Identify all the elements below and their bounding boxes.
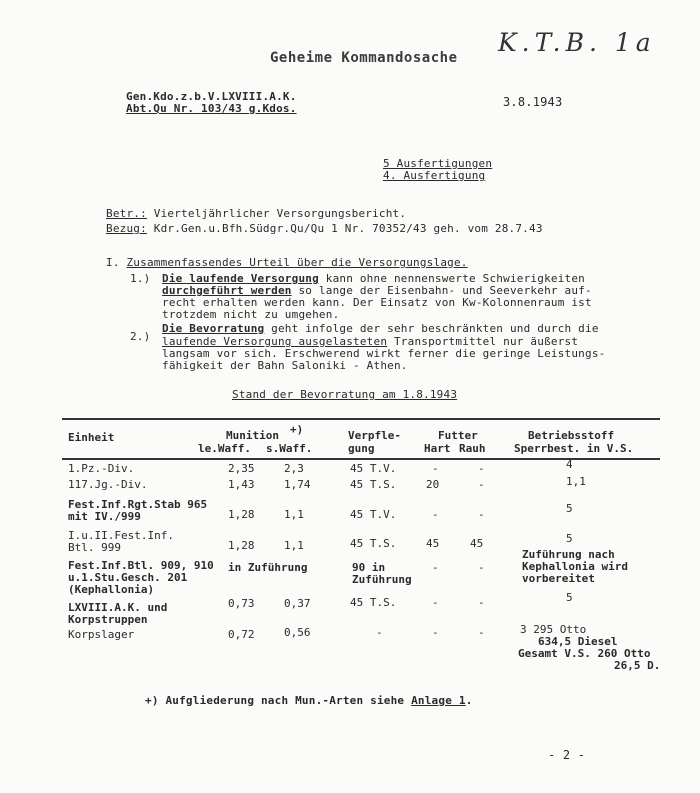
row-6-betr: 5 xyxy=(566,591,573,604)
row-6-verpf: 45 T.S. xyxy=(350,596,397,609)
header-le-waff: le.Waff. xyxy=(198,442,251,455)
footnote xyxy=(145,694,473,707)
paragraph-1-number: 1.) xyxy=(130,272,151,285)
header-munition-mark: +) xyxy=(290,423,304,436)
row-2-rauh: - xyxy=(478,478,485,491)
row-4-le: 1,28 xyxy=(228,539,255,552)
row-4-rauh: 45 xyxy=(470,537,484,550)
section-number: I. xyxy=(106,256,120,269)
copies-total: 5 Ausfertigungen xyxy=(383,157,493,170)
row-3-betr: 5 xyxy=(566,502,573,515)
paragraph-text: so lange der Eisenbahn- und Seeverkehr auf- xyxy=(291,284,592,297)
table-title: Stand der Bevorratung am 1.8.1943 xyxy=(232,388,458,401)
paragraph-1-line-3: recht erhalten werden kann. Der Einsatz von Kw-Kolonnenraum ist xyxy=(162,296,592,309)
row-2-s: 1,74 xyxy=(284,478,311,491)
table-top-rule xyxy=(62,418,660,420)
row-7-hart: - xyxy=(432,626,439,639)
korpslager-fuel-total: Gesamt V.S. 260 Otto xyxy=(518,647,651,660)
row-2-betr: 1,1 xyxy=(566,475,586,488)
header-verpflegung: Verpfle- xyxy=(348,429,401,442)
reference-number: Abt.Qu Nr. 103/43 g.Kdos. xyxy=(126,102,297,115)
row-3-verpf: 45 T.V. xyxy=(350,508,397,521)
reference-line xyxy=(106,222,543,235)
korpslager-fuel-diesel: 634,5 Diesel xyxy=(538,635,618,648)
paragraph-2-number: 2.) xyxy=(130,330,151,343)
header-verpflegung-2: gung xyxy=(348,442,375,455)
secrecy-stamp: Geheime Kommandosache xyxy=(270,50,458,66)
header-s-waff: s.Waff. xyxy=(266,442,313,455)
header-futter: Futter xyxy=(438,429,478,442)
paragraph-text: geht infolge der sehr beschränkten und durch die xyxy=(264,322,599,335)
header-betriebsstoff: Betriebsstoff xyxy=(528,429,615,442)
row-1-betr: 4 xyxy=(566,458,573,471)
row-1-le: 2,35 xyxy=(228,462,255,475)
underlined-text: Die laufende Versorgung xyxy=(162,272,319,285)
row-2-verpf: 45 T.S. xyxy=(350,478,397,491)
row-6-rauh: - xyxy=(478,596,485,609)
underlined-text: Die Bevorratung xyxy=(162,322,265,335)
row-5-le: in Zuführung xyxy=(228,561,308,574)
paragraph-2-line-1 xyxy=(162,322,599,335)
korpslager-fuel-diesel-total: 26,5 D. xyxy=(614,659,661,672)
row-7-le: 0,72 xyxy=(228,628,255,641)
underlined-text: durchgeführt werden xyxy=(162,284,292,297)
row-4-betr: 5 xyxy=(566,532,573,545)
row-3-le: 1,28 xyxy=(228,508,255,521)
header-hart: Hart xyxy=(424,442,451,455)
reference-unit: Gen.Kdo.z.b.V.LXVIII.A.K. xyxy=(126,90,297,103)
row-4-s: 1,1 xyxy=(284,539,304,552)
row-5-verpf: 90 in Zuführung xyxy=(352,561,412,586)
paragraph-2-line-4: fähigkeit der Bahn Saloniki - Athen. xyxy=(162,359,408,372)
handwritten-note: K.T.B. 1a xyxy=(498,28,656,57)
footnote-text: +) Aufgliederung nach Mun.-Arten siehe xyxy=(145,694,412,707)
row-5-betr: Zuführung nach Kephallonia wird vorbereitet xyxy=(522,548,628,585)
row-2-hart: 20 xyxy=(426,478,440,491)
row-4-verpf: 45 T.S. xyxy=(350,537,397,550)
row-4-hart: 45 xyxy=(426,537,440,550)
header-sperrbestand: Sperrbest. in V.S. xyxy=(514,442,634,455)
page-number: - 2 - xyxy=(548,748,586,762)
row-6-s: 0,37 xyxy=(284,597,311,610)
paragraph-text: Transportmittel nur äußerst xyxy=(387,335,579,348)
row-1-hart: - xyxy=(432,462,439,475)
section-title: Zusammenfassendes Urteil über die Versorgungslage. xyxy=(126,256,468,269)
row-3-unit: Fest.Inf.Rgt.Stab 965 mit IV./999 xyxy=(68,498,208,523)
row-6-unit: LXVIII.A.K. und Korpstruppen xyxy=(68,601,168,626)
row-7-verpf: - xyxy=(376,626,383,639)
row-5-hart: - xyxy=(432,561,439,574)
subject-label: Betr.: xyxy=(106,207,147,220)
reference-label: Bezug: xyxy=(106,222,147,235)
row-2-unit: 117.Jg.-Div. xyxy=(68,478,148,491)
korpslager-fuel-otto: 3 295 Otto xyxy=(520,623,587,636)
row-7-rauh: - xyxy=(478,626,485,639)
row-5-unit: Fest.Inf.Btl. 909, 910 u.1.Stu.Gesch. 201 (Kephallonia) xyxy=(68,559,214,596)
row-6-hart: - xyxy=(432,596,439,609)
document-date: 3.8.1943 xyxy=(503,95,563,109)
header-einheit: Einheit xyxy=(68,431,115,444)
paragraph-text: kann ohne nennenswerte Schwierigkeiten xyxy=(318,272,586,285)
row-1-verpf: 45 T.V. xyxy=(350,462,397,475)
footnote-end: . xyxy=(465,694,473,707)
paragraph-2-line-3: langsam vor sich. Erschwerend wirkt ferner die geringe Leistungs- xyxy=(162,347,606,360)
row-1-s: 2,3 xyxy=(284,462,304,475)
row-7-s: 0,56 xyxy=(284,626,311,639)
underlined-text: laufende Versorgung ausgelasteten xyxy=(162,335,388,348)
row-3-hart: - xyxy=(432,508,439,521)
row-4-unit: I.u.II.Fest.Inf. Btl. 999 xyxy=(68,529,174,554)
row-3-rauh: - xyxy=(478,508,485,521)
section-heading xyxy=(106,256,468,269)
paragraph-1-line-4: trotzdem nicht zu umgehen. xyxy=(162,308,340,321)
row-5-rauh: - xyxy=(478,561,485,574)
row-7-unit: Korpslager xyxy=(68,628,135,641)
reference-text: Kdr.Gen.u.Bfh.Südgr.Qu/Qu 1 Nr. 70352/43 geh. vom 28.7.43 xyxy=(153,222,543,235)
row-2-le: 1,43 xyxy=(228,478,255,491)
row-3-s: 1,1 xyxy=(284,508,304,521)
row-6-le: 0,73 xyxy=(228,597,255,610)
footnote-annex-reference: Anlage 1 xyxy=(411,694,466,707)
header-rauh: Rauh xyxy=(459,442,486,455)
subject-line xyxy=(106,207,406,220)
copy-number: 4. Ausfertigung xyxy=(383,169,486,182)
subject-text: Vierteljährlicher Versorgungsbericht. xyxy=(153,207,407,220)
row-1-unit: 1.Pz.-Div. xyxy=(68,462,135,475)
header-munition: Munition xyxy=(226,429,279,442)
row-1-rauh: - xyxy=(478,462,485,475)
